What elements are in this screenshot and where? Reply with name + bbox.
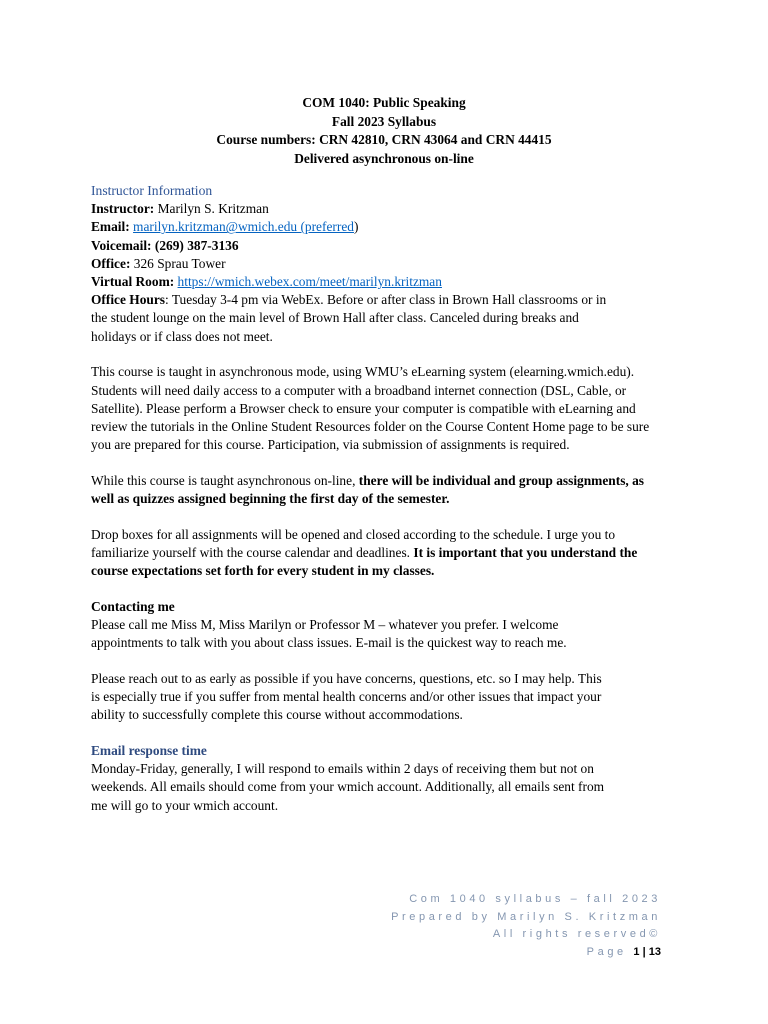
footer-rights-line: All rights reserved©: [492, 928, 661, 940]
office-hours-line-2: the student lounge on the main level of Brown Hall after class. Canceled during breaks and: [91, 310, 579, 326]
footer-page-separator: |: [639, 945, 649, 958]
email-suffix: ): [353, 219, 359, 235]
contacting-line-1: Please call me Miss M, Miss Marilyn or Professor M – whatever you prefer. I welcome: [91, 617, 559, 633]
email-response-line-3: me will go to your wmich account.: [91, 797, 279, 813]
virtual-room-row: [91, 273, 725, 291]
instructor-row: [91, 200, 725, 218]
dropbox-line-1: Drop boxes for all assignments will be opened and closed according to the schedule. I urge you to: [91, 526, 616, 542]
async-line-3: Satellite). Please perform a Browser check to ensure your computer is compatible with eLearning and: [91, 400, 636, 416]
delivery-mode: Delivered asynchronous on-line: [294, 150, 474, 166]
virtual-room-link[interactable]: https://wmich.webex.com/meet/marilyn.kritzman: [177, 274, 442, 290]
dropbox-normal: familiarize yourself with the course calendar and deadlines.: [91, 544, 414, 560]
voicemail-label: Voicemail:: [91, 237, 152, 253]
footer-prepared-line: Prepared by Marilyn S. Kritzman: [391, 910, 661, 923]
email-response-heading: Email response time: [91, 743, 207, 759]
voicemail-value: (269) 387-3136: [154, 237, 239, 253]
footer-page-line: [391, 944, 661, 962]
reach-line-1: Please reach out to as early as possible if you have concerns, questions, etc. so I may help. This: [91, 670, 602, 686]
email-response-line-2: weekends. All emails should come from your wmich account. Additionally, all emails sent from: [91, 779, 605, 795]
footer-course-line: Com 1040 syllabus – fall 2023: [409, 893, 661, 905]
term-title: Fall 2023 Syllabus: [331, 113, 437, 129]
async-line-4: review the tutorials in the Online Student Resources folder on the Course Content Home page to be sure: [91, 418, 650, 434]
email-response-line-1: Monday-Friday, generally, I will respond to emails within 2 days of receiving them but not on: [91, 761, 594, 777]
contacting-heading: Contacting me: [91, 598, 175, 614]
office-hours-label: Office Hours: [91, 292, 166, 308]
async-line-2: Students will need daily access to a computer with a broadband internet connection (DSL, Cable, or: [91, 382, 627, 398]
assignments-normal: While this course is taught asynchronous on-line,: [91, 472, 359, 488]
course-numbers-label: Course numbers:: [216, 132, 316, 147]
page-footer: [391, 891, 661, 961]
office-value: 326 Sprau Tower: [133, 255, 226, 271]
footer-page-label: Page: [586, 945, 634, 958]
office-hours-text-1: : Tuesday 3-4 pm via WebEx. Before or after class in Brown Hall classrooms or in: [165, 292, 607, 308]
syllabus-content: [91, 182, 725, 815]
course-numbers: [0, 131, 768, 150]
course-title: COM 1040: Public Speaking: [302, 95, 466, 110]
assignments-bold-1: there will be individual and group assignments, as: [358, 472, 645, 488]
instructor-value: Marilyn S. Kritzman: [157, 201, 269, 217]
contacting-line-2: appointments to talk with you about class issues. E-mail is the quickest way to reach me.: [91, 635, 567, 651]
email-row: [91, 218, 725, 236]
email-label: Email:: [91, 219, 130, 235]
email-link[interactable]: marilyn.kritzman@wmich.edu (preferred: [133, 219, 354, 235]
async-line-5: you are prepared for this course. Participation, via submission of assignments is required.: [91, 437, 570, 453]
reach-line-3: ability to successfully complete this course without accommodations.: [91, 707, 463, 723]
dropbox-line-2: [91, 544, 725, 562]
title-block: [0, 94, 768, 168]
async-line-1: This course is taught in asynchronous mode, using WMU’s eLearning system (elearning.wmich.edu).: [91, 364, 635, 380]
voicemail-row: [91, 237, 725, 255]
assignments-line-2: well as quizzes assigned beginning the first day of the semester.: [91, 491, 450, 507]
assignments-line-1: [91, 472, 725, 490]
office-hours-line-1: [91, 291, 725, 309]
office-label: Office:: [91, 255, 131, 271]
footer-page-total: 13: [648, 945, 661, 958]
instructor-info-heading: Instructor Information: [91, 183, 213, 198]
office-hours-line-3: holidays or if class does not meet.: [91, 328, 273, 344]
footer-page-number: 1: [633, 945, 640, 958]
office-row: [91, 255, 725, 273]
dropbox-bold: It is important that you understand the: [413, 544, 638, 560]
course-numbers-value: CRN 42810, CRN 43064 and CRN 44415: [319, 132, 552, 147]
virtual-room-label: Virtual Room:: [91, 274, 175, 290]
reach-line-2: is especially true if you suffer from mental health concerns and/or other issues that impact your: [91, 689, 602, 705]
instructor-label: Instructor:: [91, 201, 155, 217]
dropbox-line-3: course expectations set forth for every student in my classes.: [91, 563, 435, 579]
